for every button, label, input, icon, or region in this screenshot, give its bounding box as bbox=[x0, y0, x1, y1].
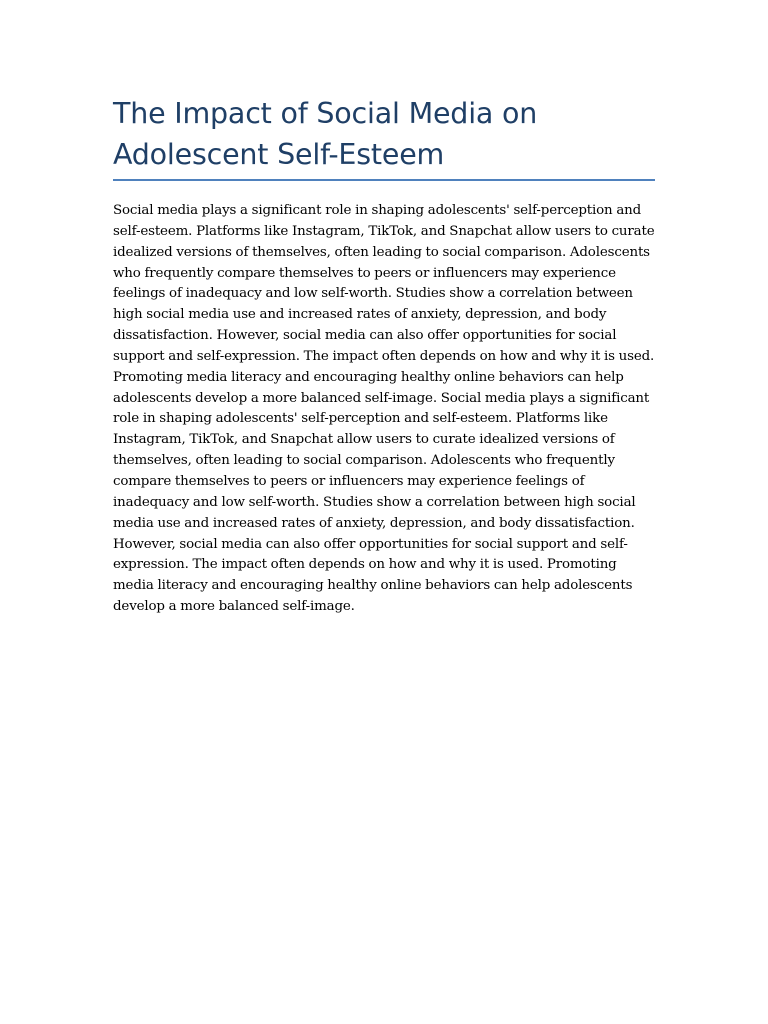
document-title: The Impact of Social Media on Adolescent Self-Esteem bbox=[113, 97, 538, 171]
document-page bbox=[113, 93, 655, 618]
body-paragraph: Social media plays a significant role in shaping adolescents' self-perception and self-esteem. Platforms like Instagram, TikTok, and Snapchat allow users to curate idealized versions of themselves, often leading to social comparison. Adolescents who frequently compare themselves to peers or influencers may experience feelings of inadequacy and low self-worth. Studies show a correlation between high social media use and increased rates of anxiety, depression, and body dissatisfaction. However, social media can also offer opportunities for social support and self-expression. The impact often depends on how and why it is used. Promoting media literacy and encouraging healthy online behaviors can help adolescents develop a more balanced self-image. Social media plays a significant role in shaping adolescents' self-perception and self-esteem. Platforms like Instagram, TikTok, and Snapchat allow users to curate idealized versions of themselves, often leading to social comparison. Adolescents who frequently compare themselves to peers or influencers may experience feelings of inadequacy and low self-worth. Studies show a correlation between high social media use and increased rates of anxiety, depression, and body dissatisfaction. However, social media can also offer opportunities for social support and self-expression. The impact often depends on how and why it is used. Promoting media literacy and encouraging healthy online behaviors can help adolescents develop a more balanced self-image. bbox=[113, 203, 655, 615]
title-divider bbox=[113, 179, 655, 181]
